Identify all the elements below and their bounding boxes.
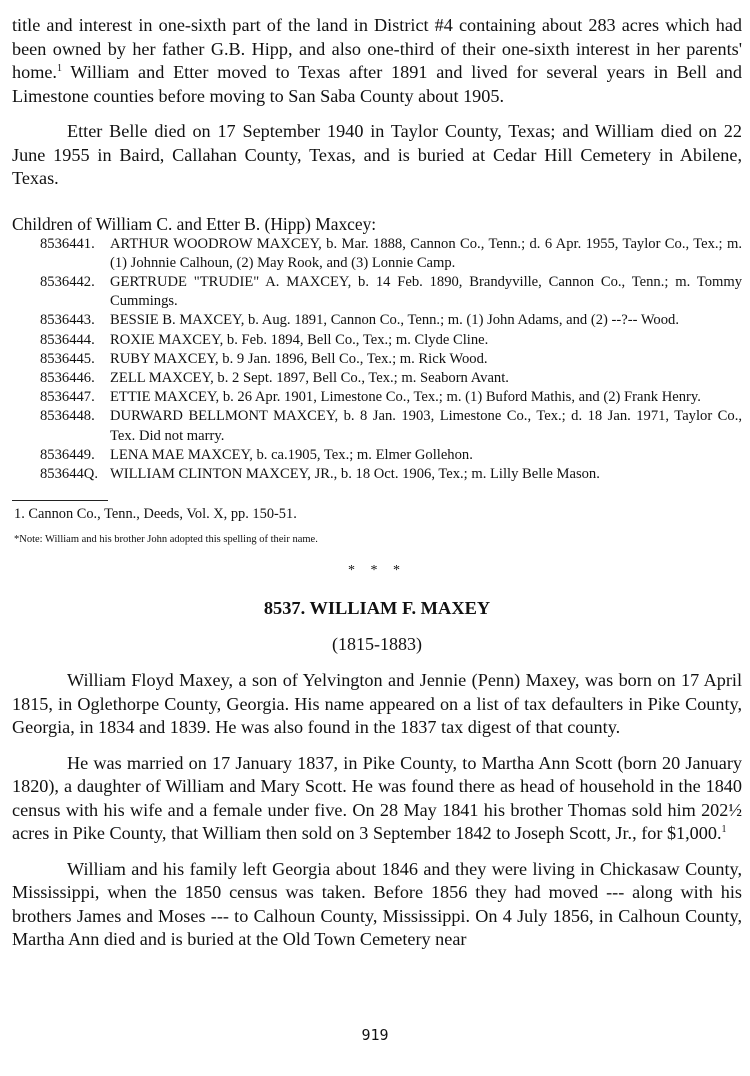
section-title: 8537. WILLIAM F. MAXEY	[263, 598, 491, 619]
child-text: LENA MAE MAXCEY, b. ca.1905, Tex.; m. Elmer Gollehon.	[110, 446, 473, 463]
birth-paragraph: William Floyd Maxey, a son of Yelvington and Jennie (Penn) Maxey, was born on 17 April 1815, in Oglethorpe County, Georgia. His name appeared on a list of tax defaulters in Pike County, Georgia, in 1834 and 1839. He was also found in the 1837 tax digest of that county.	[12, 670, 742, 738]
child-text: RUBY MAXCEY, b. 9 Jan. 1896, Bell Co., Tex.; m. Rick Wood.	[110, 350, 488, 367]
child-entry	[40, 331, 742, 350]
child-number: 8536445.	[40, 350, 95, 367]
move-paragraph: William and his family left Georgia about 1846 and they were living in Chickasaw County, Mississippi, when the 1850 census was taken. Before 1856 they had moved --- along with his brothers James and Moses --- to Calhoun County, Mississippi. On 4 July 1856, in Calhoun County, Martha Ann died and is buried at the Old Town Cemetery near	[12, 858, 742, 950]
footnote-ref: 1	[56, 62, 62, 74]
children-list	[40, 235, 742, 485]
marriage-text: He was married on 17 January 1837, in Pike County, to Martha Ann Scott (born 20 January 1820), a daughter of William and Mary Scott. He was found there as head of household in the 1840 census with his wife and a female under five. On 28 May 1841 his brother Thomas sold him 202½ acres in Pike County, that William then sold on 3 September 1842 to Joseph Scott, Jr., for $1,000.	[12, 752, 742, 844]
child-text: WILLIAM CLINTON MAXCEY, JR., b. 18 Oct. 1906, Tex.; m. Lilly Belle Mason.	[110, 465, 600, 482]
child-entry	[40, 235, 742, 273]
child-entry	[40, 465, 742, 484]
document-page	[12, 8, 742, 964]
section-separator: * * *	[348, 563, 406, 579]
child-entry	[40, 388, 742, 407]
footnote-ref: 1	[721, 824, 727, 836]
children-heading: Children of William C. and Etter B. (Hipp) Maxcey:	[12, 213, 377, 234]
intro-text: title and interest in one-sixth part of the land in District #4 containing about 283 acres which had been owned by her father G.B. Hipp, and also one-third of their one-sixth interest in her parents' home.	[12, 15, 742, 82]
child-number: 8536441.	[40, 235, 95, 252]
child-number: 8536449.	[40, 446, 95, 463]
child-text: DURWARD BELLMONT MAXCEY, b. 8 Jan. 1903, Limestone Co., Tex.; d. 18 Jan. 1971, Taylor Co., Tex. Did not marry.	[110, 408, 742, 444]
child-number: 8536446.	[40, 369, 95, 386]
intro-text-continued: William and Etter moved to Texas after 1891 and lived for several years in Bell and Limestone counties before moving to San Saba County about 1905.	[12, 62, 742, 106]
child-text: BESSIE B. MAXCEY, b. Aug. 1891, Cannon Co., Tenn.; m. (1) John Adams, and (2) --?-- Wood.	[110, 312, 679, 329]
child-entry	[40, 446, 742, 465]
child-number: 853644Q.	[40, 465, 98, 482]
spelling-note: *Note: William and his brother John adopted this spelling of their name.	[14, 534, 318, 546]
child-text: GERTRUDE "TRUDIE" A. MAXCEY, b. 14 Feb. 1890, Brandyville, Cannon Co., Tenn.; m. Tommy Cummings.	[110, 273, 742, 310]
intro-paragraph	[12, 14, 742, 108]
child-text: ETTIE MAXCEY, b. 26 Apr. 1901, Limestone Co., Tex.; m. (1) Buford Mathis, and (2) Frank Henry.	[110, 389, 701, 406]
child-number: 8536447.	[40, 389, 95, 406]
child-number: 8536448.	[40, 408, 95, 425]
child-number: 8536443.	[40, 312, 95, 329]
child-text: ROXIE MAXCEY, b. Feb. 1894, Bell Co., Tex.; m. Clyde Cline.	[110, 331, 489, 348]
marriage-paragraph	[12, 752, 742, 846]
child-entry	[40, 350, 742, 369]
footnote-divider	[12, 500, 108, 501]
death-paragraph: Etter Belle died on 17 September 1940 in Taylor County, Texas; and William died on 22 June 1955 in Baird, Callahan County, Texas, and is buried at Cedar Hill Cemetery in Abilene, Texas.	[12, 121, 742, 188]
child-text: ARTHUR WOODROW MAXCEY, b. Mar. 1888, Cannon Co., Tenn.; d. 6 Apr. 1955, Taylor Co., Tex.; m. (1) Johnnie Calhoun, (2) May Rook, and (3) Lonnie Camp.	[110, 235, 742, 271]
child-entry	[40, 369, 742, 388]
section-dates: (1815-1883)	[332, 634, 422, 655]
child-entry	[40, 311, 742, 330]
child-number: 8536442.	[40, 273, 95, 290]
child-entry	[40, 273, 742, 311]
footnote: 1. Cannon Co., Tenn., Deeds, Vol. X, pp. 150-51.	[14, 506, 297, 523]
child-text: ZELL MAXCEY, b. 2 Sept. 1897, Bell Co., Tex.; m. Seaborn Avant.	[110, 369, 509, 386]
child-entry	[40, 407, 742, 445]
page-number: 919	[361, 1026, 389, 1044]
child-number: 8536444.	[40, 331, 95, 348]
